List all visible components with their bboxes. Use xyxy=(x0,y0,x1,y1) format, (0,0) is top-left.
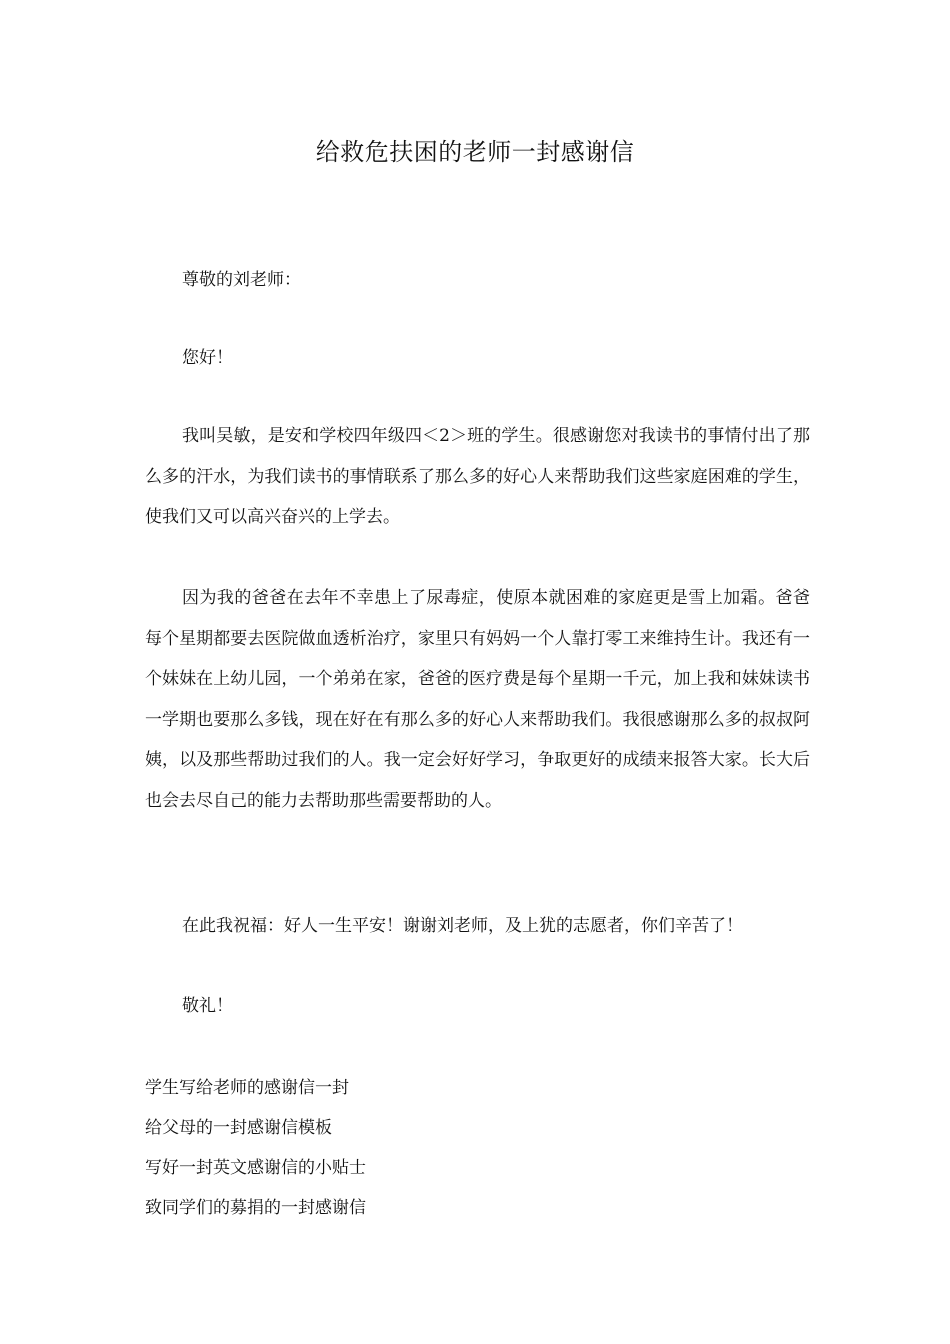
related-links-list xyxy=(145,1068,645,1228)
letter-paragraph-intro: 我叫吴敏，是安和学校四年级四＜2＞班的学生。很感谢您对我读书的事情付出了那么多的汗水，为我们读书的事情联系了那么多的好心人来帮助我们这些家庭困难的学生，使我们又可以高兴奋兴的上学去。 xyxy=(145,426,810,527)
document-title: 给救危扶困的老师一封感谢信 xyxy=(315,138,635,166)
letter-closing: 敬礼！ xyxy=(182,996,233,1016)
letter-greeting: 您好！ xyxy=(182,348,233,368)
related-link-donation-thanks[interactable]: 致同学们的募捐的一封感谢信 xyxy=(145,1198,366,1218)
letter-wish: 在此我祝福：好人一生平安！谢谢刘老师，及上犹的志愿者，你们辛苦了！ xyxy=(182,916,743,936)
related-link-parents-thanks[interactable]: 给父母的一封感谢信模板 xyxy=(145,1118,332,1138)
related-link-student-thanks[interactable]: 学生写给老师的感谢信一封 xyxy=(145,1078,349,1098)
letter-paragraph-story: 因为我的爸爸在去年不幸患上了尿毒症，使原本就困难的家庭更是雪上加霜。爸爸每个星期都要去医院做血透析治疗，家里只有妈妈一个人靠打零工来维持生计。我还有一个妹妹在上幼儿园，一个弟弟在家，爸爸的医疗费是每个星期一千元，加上我和妹妹读书一学期也要那么多钱，现在好在有那么多的好心人来帮助我们。我很感谢那么多的叔叔阿姨，以及那些帮助过我们的人。我一定会好好学习，争取更好的成绩来报答大家。长大后也会去尽自己的能力去帮助那些需要帮助的人。 xyxy=(145,588,810,811)
letter-salutation: 尊敬的刘老师： xyxy=(182,270,301,290)
related-link-english-thanks-tips[interactable]: 写好一封英文感谢信的小贴士 xyxy=(145,1158,366,1178)
